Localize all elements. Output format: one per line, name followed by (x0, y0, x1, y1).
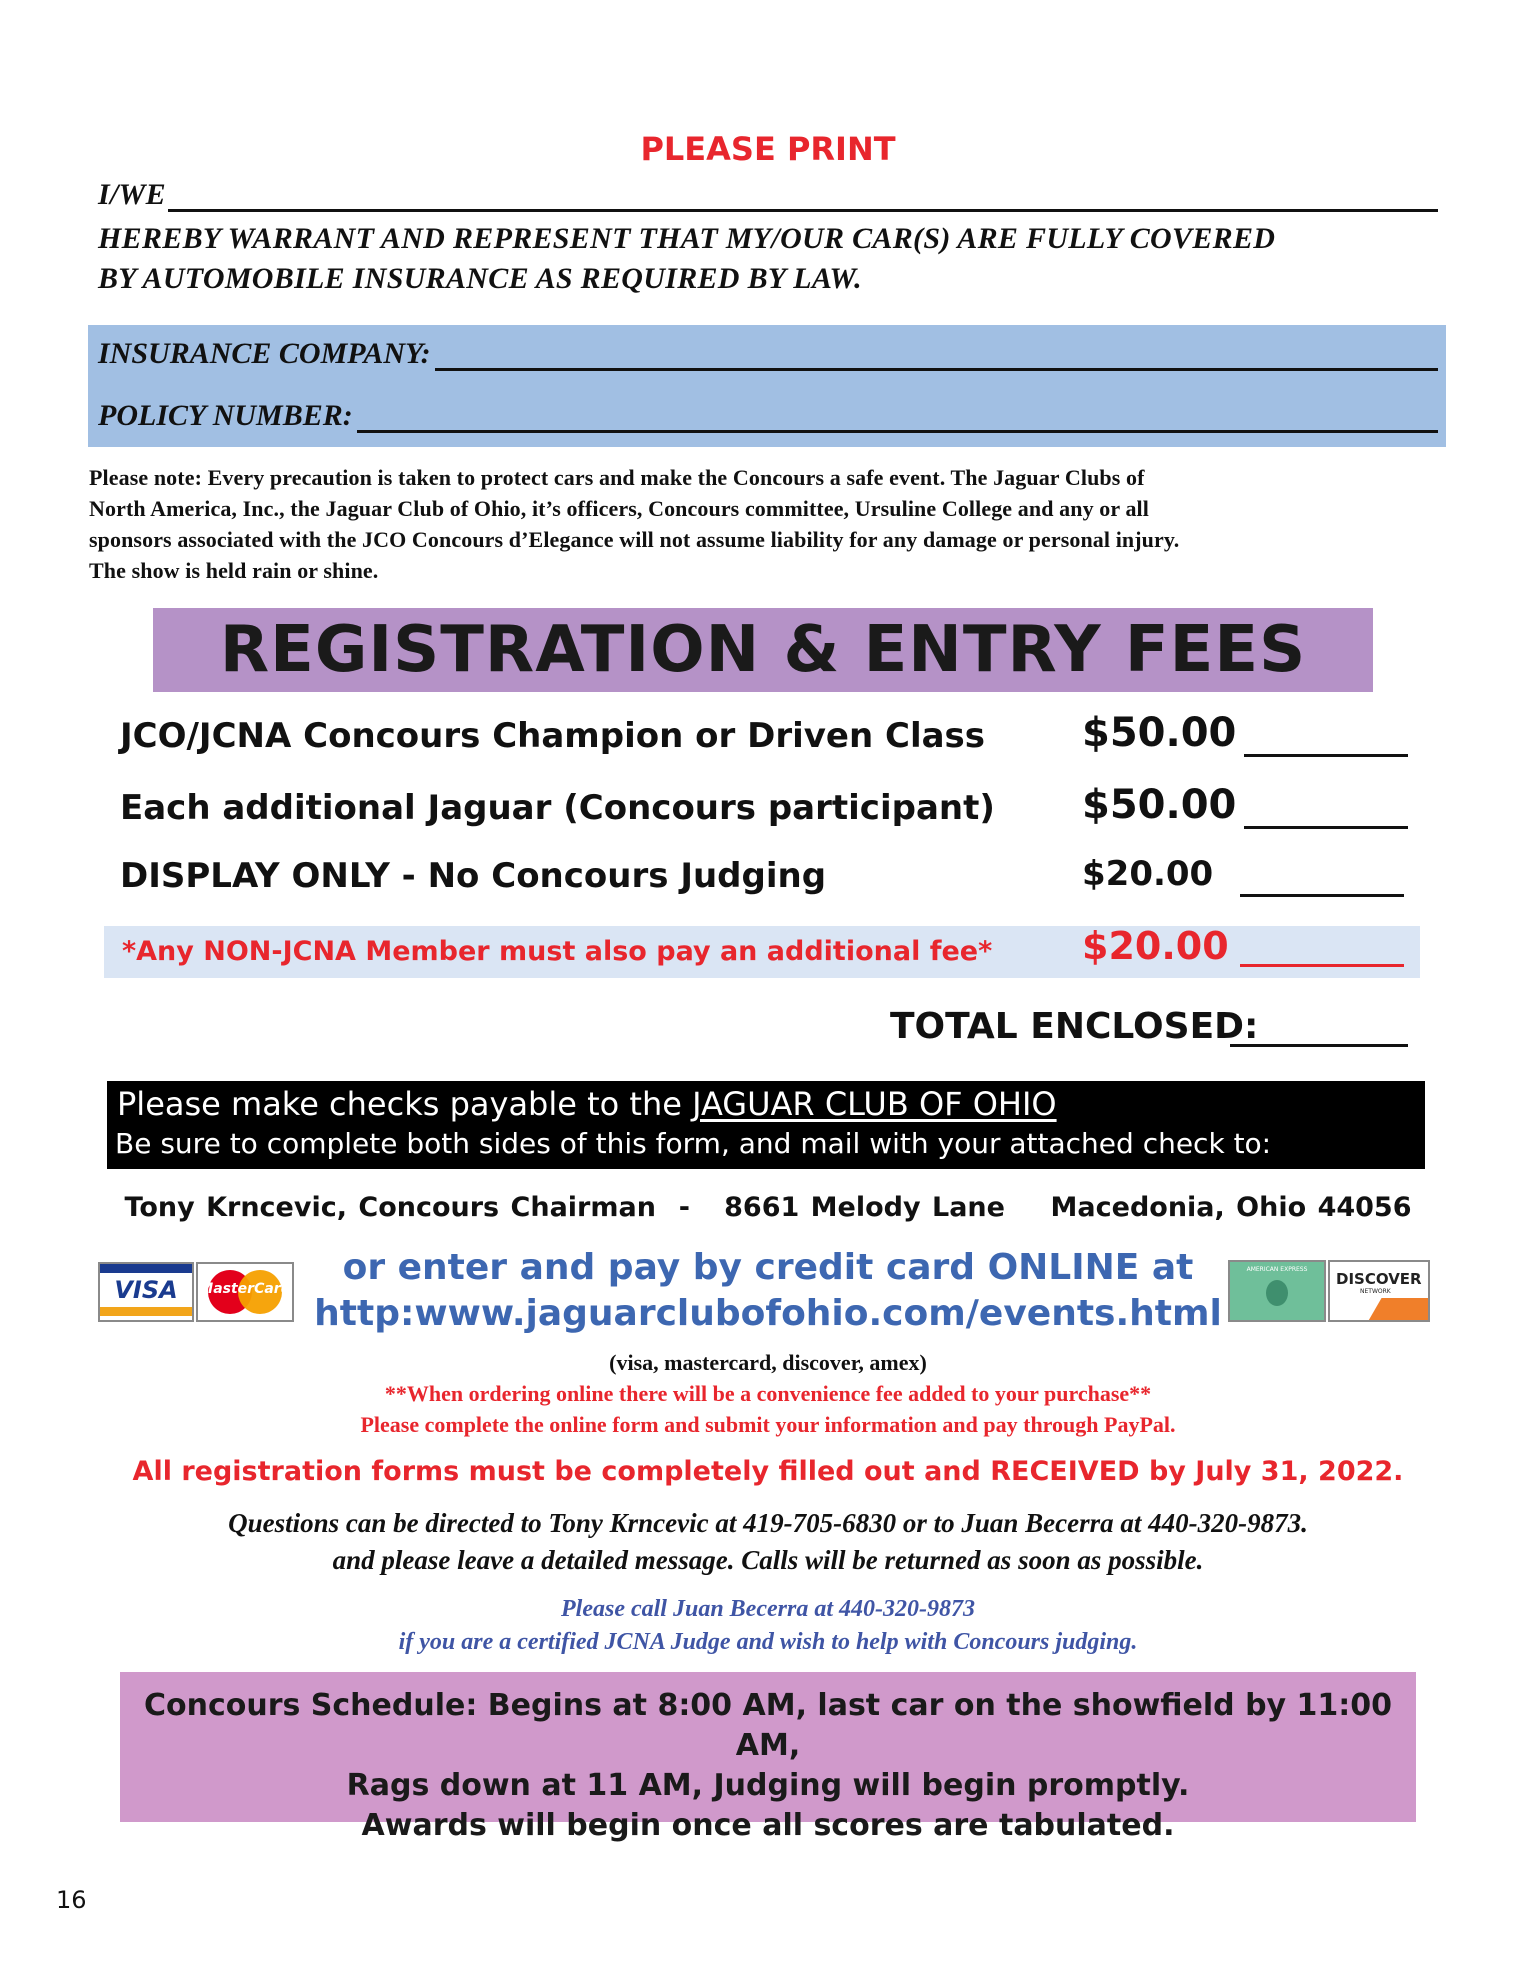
registration-deadline: All registration forms must be completely filled out and RECEIVED by July 31, 2022. (132, 1456, 1404, 1487)
questions-line-2: and please leave a detailed message. Calls will be returned as soon as possible. (332, 1545, 1204, 1575)
online-payment-block (0, 1245, 1536, 1337)
online-line-1: or enter and pay by credit card ONLINE at (342, 1247, 1194, 1288)
checks-line-2: Be sure to complete both sides of this form, and mail with your attached check to: (115, 1127, 1272, 1160)
note-line-2: North America, Inc., the Jaguar Club of Ohio, it’s officers, Concours committee, Ursuline College and any or all (89, 496, 1149, 521)
amex-card-label: AMERICAN EXPRESS (1246, 1266, 1308, 1273)
schedule-line-1: Concours Schedule: Begins at 8:00 AM, last car on the showfield by 11:00 AM, (143, 1688, 1393, 1763)
warranty-line-1: HEREBY WARRANT AND REPRESENT THAT MY/OUR CAR(S) ARE FULLY COVERED (98, 222, 1276, 255)
convenience-fee-warning: **When ordering online there will be a convenience fee added to your purchase** (384, 1381, 1152, 1406)
checks-line-1 (117, 1085, 1057, 1123)
iwe-input-line[interactable] (168, 181, 1438, 212)
mastercard-label: MasterCard (199, 1281, 291, 1297)
visa-card-label: VISA (114, 1276, 178, 1304)
registration-fees-banner: REGISTRATION & ENTRY FEES (153, 608, 1373, 692)
iwe-line (98, 178, 1438, 212)
concours-schedule-box (120, 1672, 1416, 1843)
fee-label-champion: JCO/JCNA Concours Champion or Driven Class (120, 716, 986, 756)
warranty-line-2: BY AUTOMOBILE INSURANCE AS REQUIRED BY LAW. (98, 262, 862, 295)
iwe-label: I/WE (98, 178, 166, 211)
checks-payable-box (107, 1081, 1425, 1169)
judge-call-line-2: if you are a certified JCNA Judge and wish to help with Concours judging. (398, 1629, 1138, 1655)
insurance-company-input-line[interactable] (435, 340, 1438, 371)
schedule-line-2: Rags down at 11 AM, Judging will begin promptly. (346, 1768, 1190, 1803)
checks-payee: JAGUAR CLUB OF OHIO (692, 1085, 1057, 1123)
page-number: 16 (56, 1886, 87, 1914)
fee-input-line-display-only[interactable] (1240, 892, 1404, 897)
questions-line-1: Questions can be directed to Tony Krncevic at 419-705-6830 or to Juan Becerra at 440-320-9873. (228, 1508, 1308, 1538)
insurance-company-label: INSURANCE COMPANY: (98, 337, 431, 370)
fee-input-line-additional[interactable] (1244, 824, 1408, 829)
liability-note (89, 462, 1459, 586)
fee-input-line-non-jcna[interactable] (1240, 962, 1404, 967)
total-enclosed-input-line[interactable] (1230, 1042, 1408, 1047)
insurance-company-row (98, 337, 1438, 371)
fee-input-line-champion[interactable] (1244, 752, 1408, 757)
fee-label-non-jcna: *Any NON-JCNA Member must also pay an additional fee* (122, 936, 993, 967)
discover-network-label: NETWORK (1360, 1288, 1391, 1295)
fee-amount-champion: $50.00 (1082, 710, 1237, 756)
policy-number-input-line[interactable] (357, 402, 1438, 433)
fee-amount-non-jcna: $20.00 (1082, 924, 1229, 968)
fee-amount-additional: $50.00 (1082, 782, 1237, 828)
note-line-4: The show is held rain or shine. (89, 558, 379, 583)
mailing-address: Tony Krncevic, Concours Chairman - 8661 Melody Lane Macedonia, Ohio 44056 (124, 1192, 1412, 1223)
fee-amount-display-only: $20.00 (1082, 854, 1214, 894)
insurance-box (88, 325, 1446, 447)
fee-label-additional: Each additional Jaguar (Concours participant) (120, 788, 995, 828)
note-line-3: sponsors associated with the JCO Concours d’Elegance will not assume liability for any damage or personal injury. (89, 527, 1180, 552)
discover-card-label: DISCOVER (1336, 1270, 1422, 1288)
judge-call-line-1: Please call Juan Becerra at 440-320-9873 (561, 1596, 975, 1622)
please-print-heading: PLEASE PRINT (640, 130, 896, 168)
policy-number-row (98, 399, 1438, 433)
schedule-line-3: Awards will begin once all scores are tabulated. (361, 1808, 1175, 1843)
policy-number-label: POLICY NUMBER: (98, 399, 353, 432)
note-line-1: Please note: Every precaution is taken to protect cars and make the Concours a safe event. The Jaguar Clubs of (89, 465, 1145, 490)
online-url-link[interactable]: http:www.jaguarclubofohio.com/events.html (314, 1293, 1222, 1334)
accepted-card-types: (visa, mastercard, discover, amex) (609, 1350, 927, 1375)
total-enclosed-label: TOTAL ENCLOSED: (890, 1006, 1259, 1047)
fee-label-display-only: DISPLAY ONLY - No Concours Judging (120, 856, 827, 896)
checks-prefix: Please make checks payable to the (117, 1085, 693, 1123)
paypal-instructions: Please complete the online form and submit your information and pay through PayPal. (360, 1412, 1176, 1437)
